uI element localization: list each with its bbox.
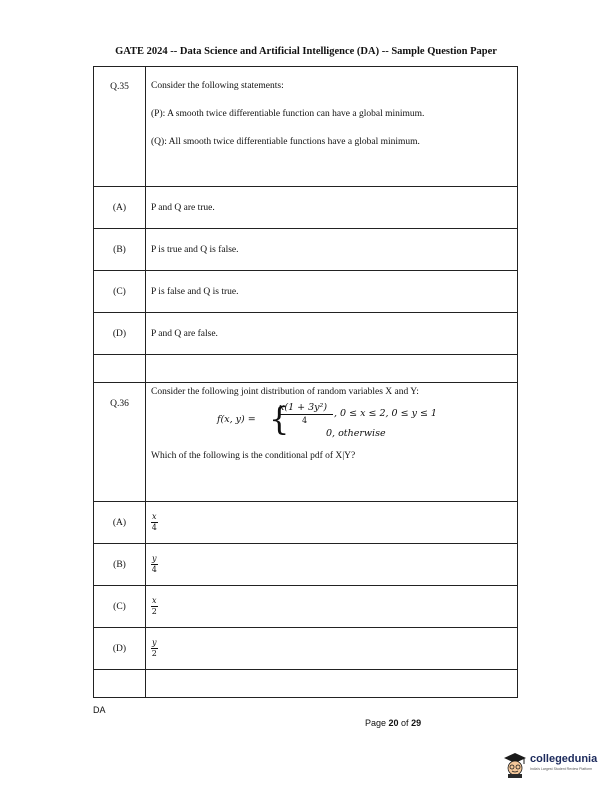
logo-wordmark: collegedunia [530,753,598,765]
statement-p: (P): A smooth twice differentiable function can have a global minimum. [151,109,425,119]
graduate-mascot-icon [503,752,527,778]
option-label: (C) [94,586,146,628]
option-fraction: $\frac{y}{4}$ [146,544,518,586]
question-intro: Consider the following joint distribution of random variables X and Y: [151,387,419,397]
option-label: (B) [94,544,146,586]
option-label: (A) [94,502,146,544]
option-row [94,271,518,313]
statement-q: (Q): All smooth twice differentiable functions have a global minimum. [151,137,420,147]
option-text: P and Q are true. [146,187,518,229]
spacer-row [94,355,518,383]
page-number: Page 20 of 29 [365,718,422,728]
question-number: Q.36 [94,383,146,502]
fraction-bar [279,414,333,415]
option-label: (C) [94,271,146,313]
option-row [94,586,518,628]
formula-numerator: x(1 + 3y²) [279,402,328,413]
question-text [146,383,518,502]
logo-tagline: India's Largest Student Review Platform [530,767,593,771]
question-line: Consider the following statements: [151,81,284,91]
page-header: GATE 2024 -- Data Science and Artificial Intelligence (DA) -- Sample Question Paper [115,46,497,57]
formula-condition: , 0 ≤ x ≤ 2, 0 ≤ y ≤ 1 [334,408,437,419]
formula-denominator: 4 [302,416,308,425]
option-row [94,229,518,271]
joint-pdf-formula [151,401,512,445]
question-text [146,67,518,187]
spacer-row [94,670,518,698]
brace-icon: { [269,400,290,438]
option-text: P is false and Q is true. [146,271,518,313]
formula-otherwise: 0, otherwise [326,428,386,439]
option-row [94,187,518,229]
option-label: (B) [94,229,146,271]
option-fraction: $\frac{y}{2}$ [146,628,518,670]
option-label: (D) [94,628,146,670]
question-number: Q.35 [94,67,146,187]
option-text: P and Q are false. [146,313,518,355]
option-row [94,544,518,586]
option-fraction: $\frac{x}{4}$ [146,502,518,544]
collegedunia-logo [503,752,608,782]
option-label: (A) [94,187,146,229]
option-label: (D) [94,313,146,355]
option-fraction: $\frac{x}{2}$ [146,586,518,628]
option-row [94,502,518,544]
option-text: P is true and Q is false. [146,229,518,271]
question-row [94,67,518,187]
question-prompt: Which of the following is the conditional pdf of X|Y? [151,451,356,461]
question-table [93,66,518,698]
option-row [94,313,518,355]
formula-lhs: f(x, y) = [217,414,256,425]
question-row [94,383,518,502]
paper-code: DA [93,705,106,715]
option-row [94,628,518,670]
